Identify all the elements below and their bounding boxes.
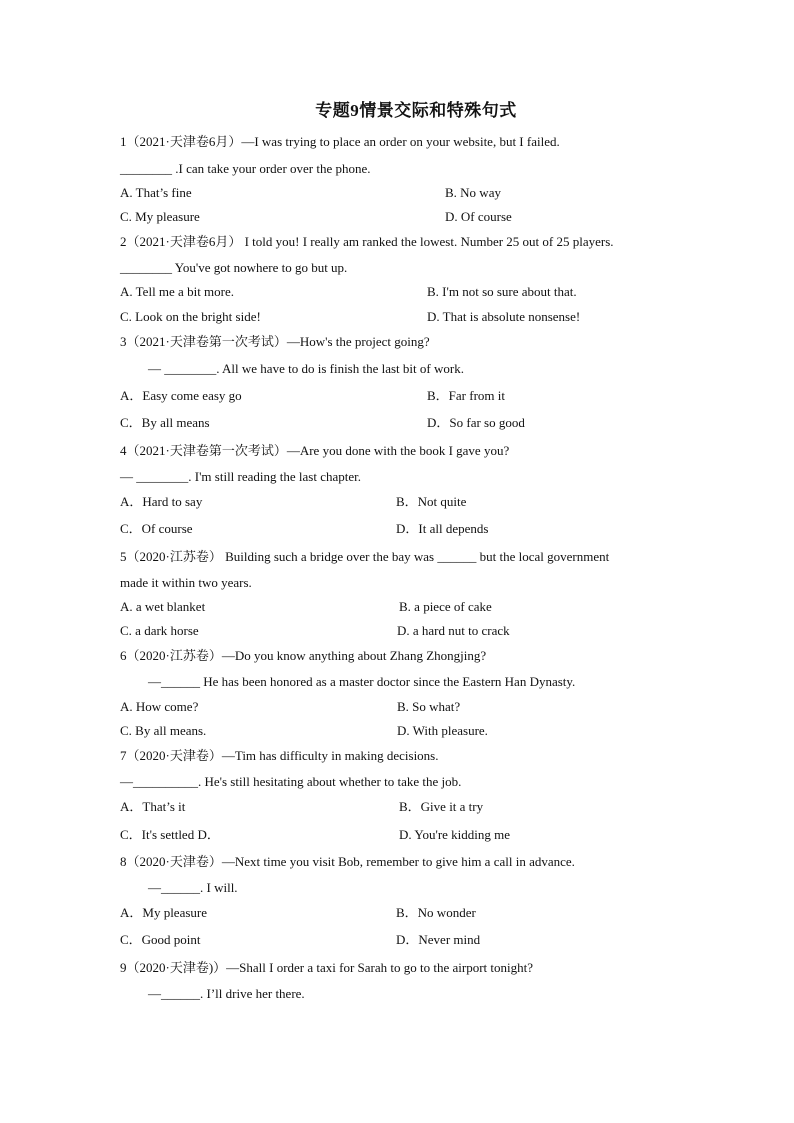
question-6-option-d: D. With pleasure. [397, 723, 488, 738]
question-2-option-d: D. That is absolute nonsense! [427, 309, 581, 324]
question-5-option-d: D. a hard nut to crack [397, 623, 510, 638]
question-5-option-c: C. a dark horse [120, 623, 199, 638]
question-6-stem-line-1: 6（2020·江苏卷）—Do you know anything about Zhang Zhongjing? [120, 648, 487, 663]
question-8-option-c: C．Good point [120, 932, 201, 947]
question-2-option-a: A. Tell me a bit more. [120, 284, 235, 299]
question-1-stem-line-2: ________ .I can take your order over the phone. [120, 161, 371, 176]
question-1-option-a: A. That’s fine [120, 185, 192, 200]
question-5-stem-line-2: made it within two years. [120, 575, 252, 590]
question-6-option-c: C. By all means. [120, 723, 207, 738]
question-2-stem-line-1: 2（2021·天津卷6月） I told you! I really am ranked the lowest. Number 25 out of 25 players. [120, 234, 614, 249]
question-1-option-c: C. My pleasure [120, 209, 200, 224]
page-title: 专题9情景交际和特殊句式 [315, 101, 517, 120]
question-2-stem-line-2: ________ You've got nowhere to go but up. [120, 260, 348, 275]
question-4-stem-line-1: 4（2021·天津卷第一次考试）—Are you done with the book I gave you? [120, 443, 510, 458]
question-7-option-c: C．It's settled D． [120, 827, 220, 842]
question-2-option-c: C. Look on the bright side! [120, 309, 261, 324]
question-7-stem-line-2: —__________. He's still hesitating about whether to take the job. [120, 774, 462, 789]
question-1-stem-line-1: 1（2021·天津卷6月）—I was trying to place an order on your website, but I failed. [120, 134, 560, 149]
question-4-option-b: B．Not quite [396, 494, 467, 509]
question-1-option-d: D. Of course [445, 209, 512, 224]
question-5-option-a: A. a wet blanket [120, 599, 206, 614]
question-8-option-d: D．Never mind [396, 932, 481, 947]
question-6-option-a: A. How come? [120, 699, 199, 714]
question-3-option-c: C．By all means [120, 415, 210, 430]
question-3-option-a: A．Easy come easy go [120, 388, 242, 403]
question-3-option-b: B．Far from it [427, 388, 505, 403]
question-8-stem-line-1: 8（2020·天津卷）—Next time you visit Bob, remember to give him a call in advance. [120, 854, 575, 869]
question-9-stem-line-2: —______. I’ll drive her there. [148, 986, 305, 1001]
question-4-option-d: D．It all depends [396, 521, 489, 536]
question-3-option-d: D．So far so good [427, 415, 525, 430]
question-8-stem-line-2: —______. I will. [148, 880, 238, 895]
question-8-option-b: B．No wonder [396, 905, 476, 920]
question-6-stem-line-2: —______ He has been honored as a master doctor since the Eastern Han Dynasty. [148, 674, 576, 689]
question-2-option-b: B. I'm not so sure about that. [427, 284, 577, 299]
question-3-stem-line-1: 3（2021·天津卷第一次考试）—How's the project going? [120, 334, 430, 349]
question-7-option-d: D. You're kidding me [399, 827, 511, 842]
question-6-option-b: B. So what? [397, 699, 461, 714]
question-1-option-b: B. No way [445, 185, 501, 200]
question-9-stem-line-1: 9（2020·天津卷)）—Shall I order a taxi for Sarah to go to the airport tonight? [120, 960, 534, 975]
question-3-stem-line-2: — ________. All we have to do is finish the last bit of work. [148, 361, 464, 376]
question-7-option-a: A．That’s it [120, 799, 186, 814]
question-5-option-b: B. a piece of cake [399, 599, 492, 614]
question-7-option-b: B．Give it a try [399, 799, 484, 814]
question-4-stem-line-2: — ________. I'm still reading the last chapter. [120, 469, 361, 484]
question-8-option-a: A．My pleasure [120, 905, 208, 920]
question-5-stem-line-1: 5（2020·江苏卷） Building such a bridge over the bay was ______ but the local government [120, 549, 610, 564]
question-4-option-c: C．Of course [120, 521, 193, 536]
question-4-option-a: A．Hard to say [120, 494, 203, 509]
question-7-stem-line-1: 7（2020·天津卷）—Tim has difficulty in making decisions. [120, 748, 439, 763]
